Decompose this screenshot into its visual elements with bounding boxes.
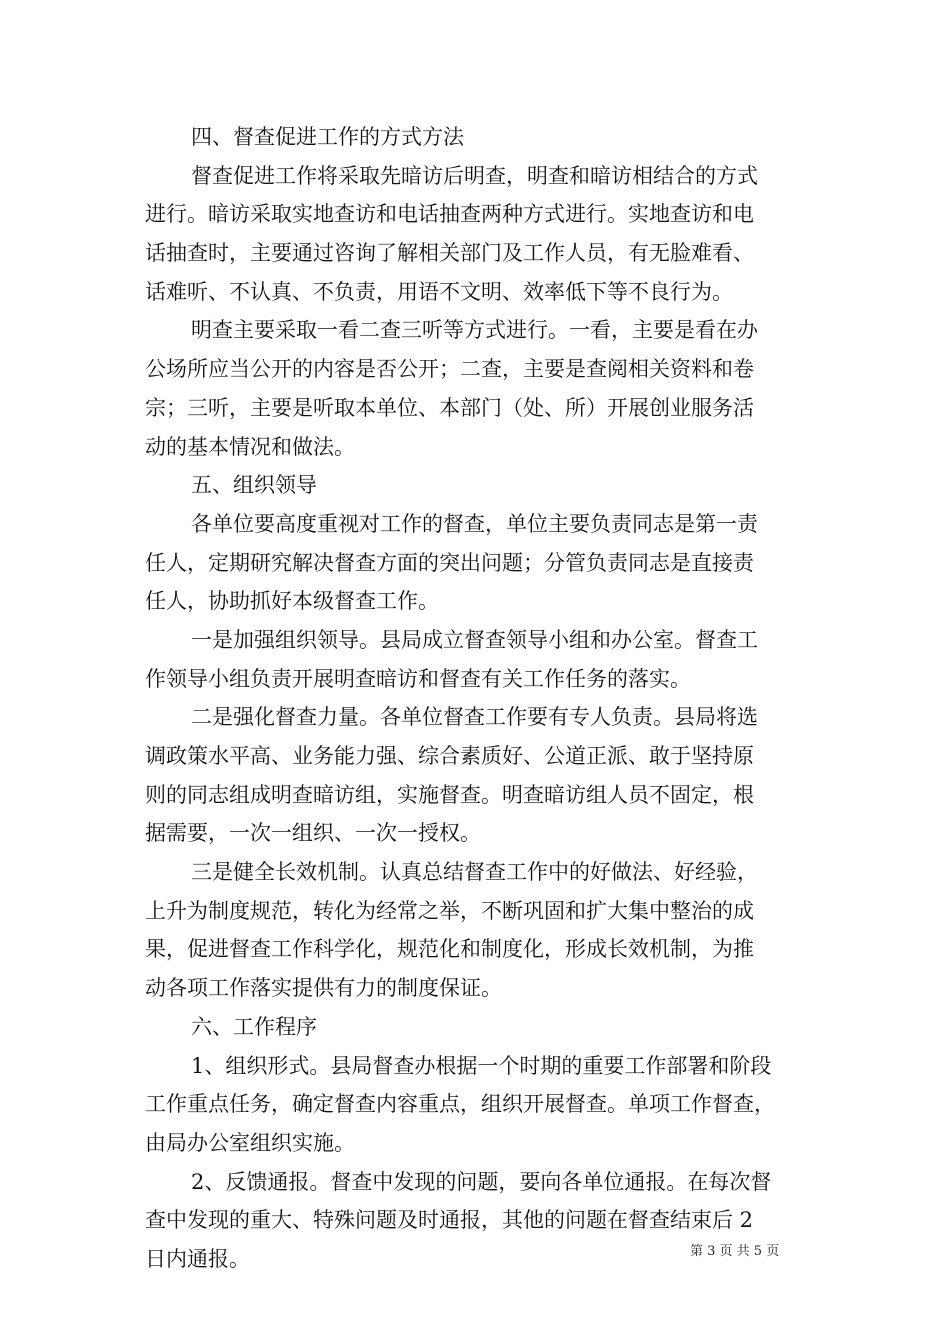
paragraph-line: 由局办公室组织实施。 (145, 1130, 355, 1155)
paragraph-line: 任人，协助抓好本级督查工作。 (145, 589, 439, 614)
page-number-footer: 第 3 页 共 5 页 (690, 1244, 780, 1259)
section-heading: 五、组织领导 (191, 473, 317, 498)
paragraph-line: 作领导小组负责开展明查暗访和督查有关工作任务的落实。 (145, 666, 691, 691)
paragraph-line: 调政策水平高、业务能力强、综合素质好、公道正派、敢于坚持原 (145, 744, 754, 768)
paragraph-first-line: 二是强化督查力量。各单位督查工作要有专人负责。县局将选 (191, 705, 758, 730)
section-heading: 六、工作程序 (191, 1014, 317, 1039)
paragraph-line: 上升为制度规范，转化为经常之举，不断巩固和扩大集中整治的成 (145, 898, 754, 923)
paragraph-line: 工作重点任务，确定督查内容重点，组织开展督查。单项工作督查， (145, 1092, 775, 1117)
paragraph-line: 查中发现的重大、特殊问题及时通报，其他的问题在督查结束后 2 (145, 1208, 754, 1233)
paragraph-first-line: 各单位要高度重视对工作的督查，单位主要负责同志是第一责 (191, 511, 758, 536)
paragraph-line: 果，促进督查工作科学化，规范化和制度化，形成长效机制，为推 (145, 937, 754, 962)
paragraph-first-line: 三是健全长效机制。认真总结督查工作中的好做法、好经验， (191, 860, 758, 885)
paragraph-line: 话抽查时，主要通过咨询了解相关部门及工作人员，有无脸难看、 (145, 241, 754, 266)
paragraph-first-line: 督查促进工作将采取先暗访后明查，明查和暗访相结合的方式 (191, 163, 758, 188)
paragraph-line: 任人，定期研究解决督查方面的突出问题；分管负责同志是直接责 (145, 550, 754, 575)
paragraph-line: 宗；三听，主要是听取本单位、本部门（处、所）开展创业服务活 (145, 395, 754, 420)
paragraph-line: 日内通报。 (145, 1246, 250, 1271)
paragraph-line: 则的同志组成明查暗访组，实施督查。明查暗访组人员不固定，根 (145, 782, 754, 807)
paragraph-first-line: 一是加强组织领导。县局成立督查领导小组和办公室。督查工 (191, 627, 758, 652)
paragraph-first-line: 明查主要采取一看二查三听等方式进行。一看，主要是看在办 (191, 318, 758, 343)
paragraph-line: 话难听、不认真、不负责，用语不文明、效率低下等不良行为。 (145, 279, 733, 304)
paragraph-line: 据需要，一次一组织、一次一授权。 (145, 821, 481, 846)
paragraph-first-line: 2、反馈通报。督查中发现的问题，要向各单位通报。在每次督 (191, 1169, 772, 1194)
paragraph-line: 动各项工作落实提供有力的制度保证。 (145, 976, 502, 1001)
paragraph-line: 公场所应当公开的内容是否公开；二查，主要是查阅相关资料和卷 (145, 357, 754, 382)
paragraph-line: 动的基本情况和做法。 (145, 434, 355, 459)
paragraph-line: 进行。暗访采取实地查访和电话抽查两种方式进行。实地查访和电 (145, 202, 754, 227)
paragraph-first-line: 1、组织形式。县局督查办根据一个时期的重要工作部署和阶段 (191, 1053, 772, 1078)
section-heading: 四、督查促进工作的方式方法 (191, 125, 464, 149)
document-body (145, 118, 815, 1279)
